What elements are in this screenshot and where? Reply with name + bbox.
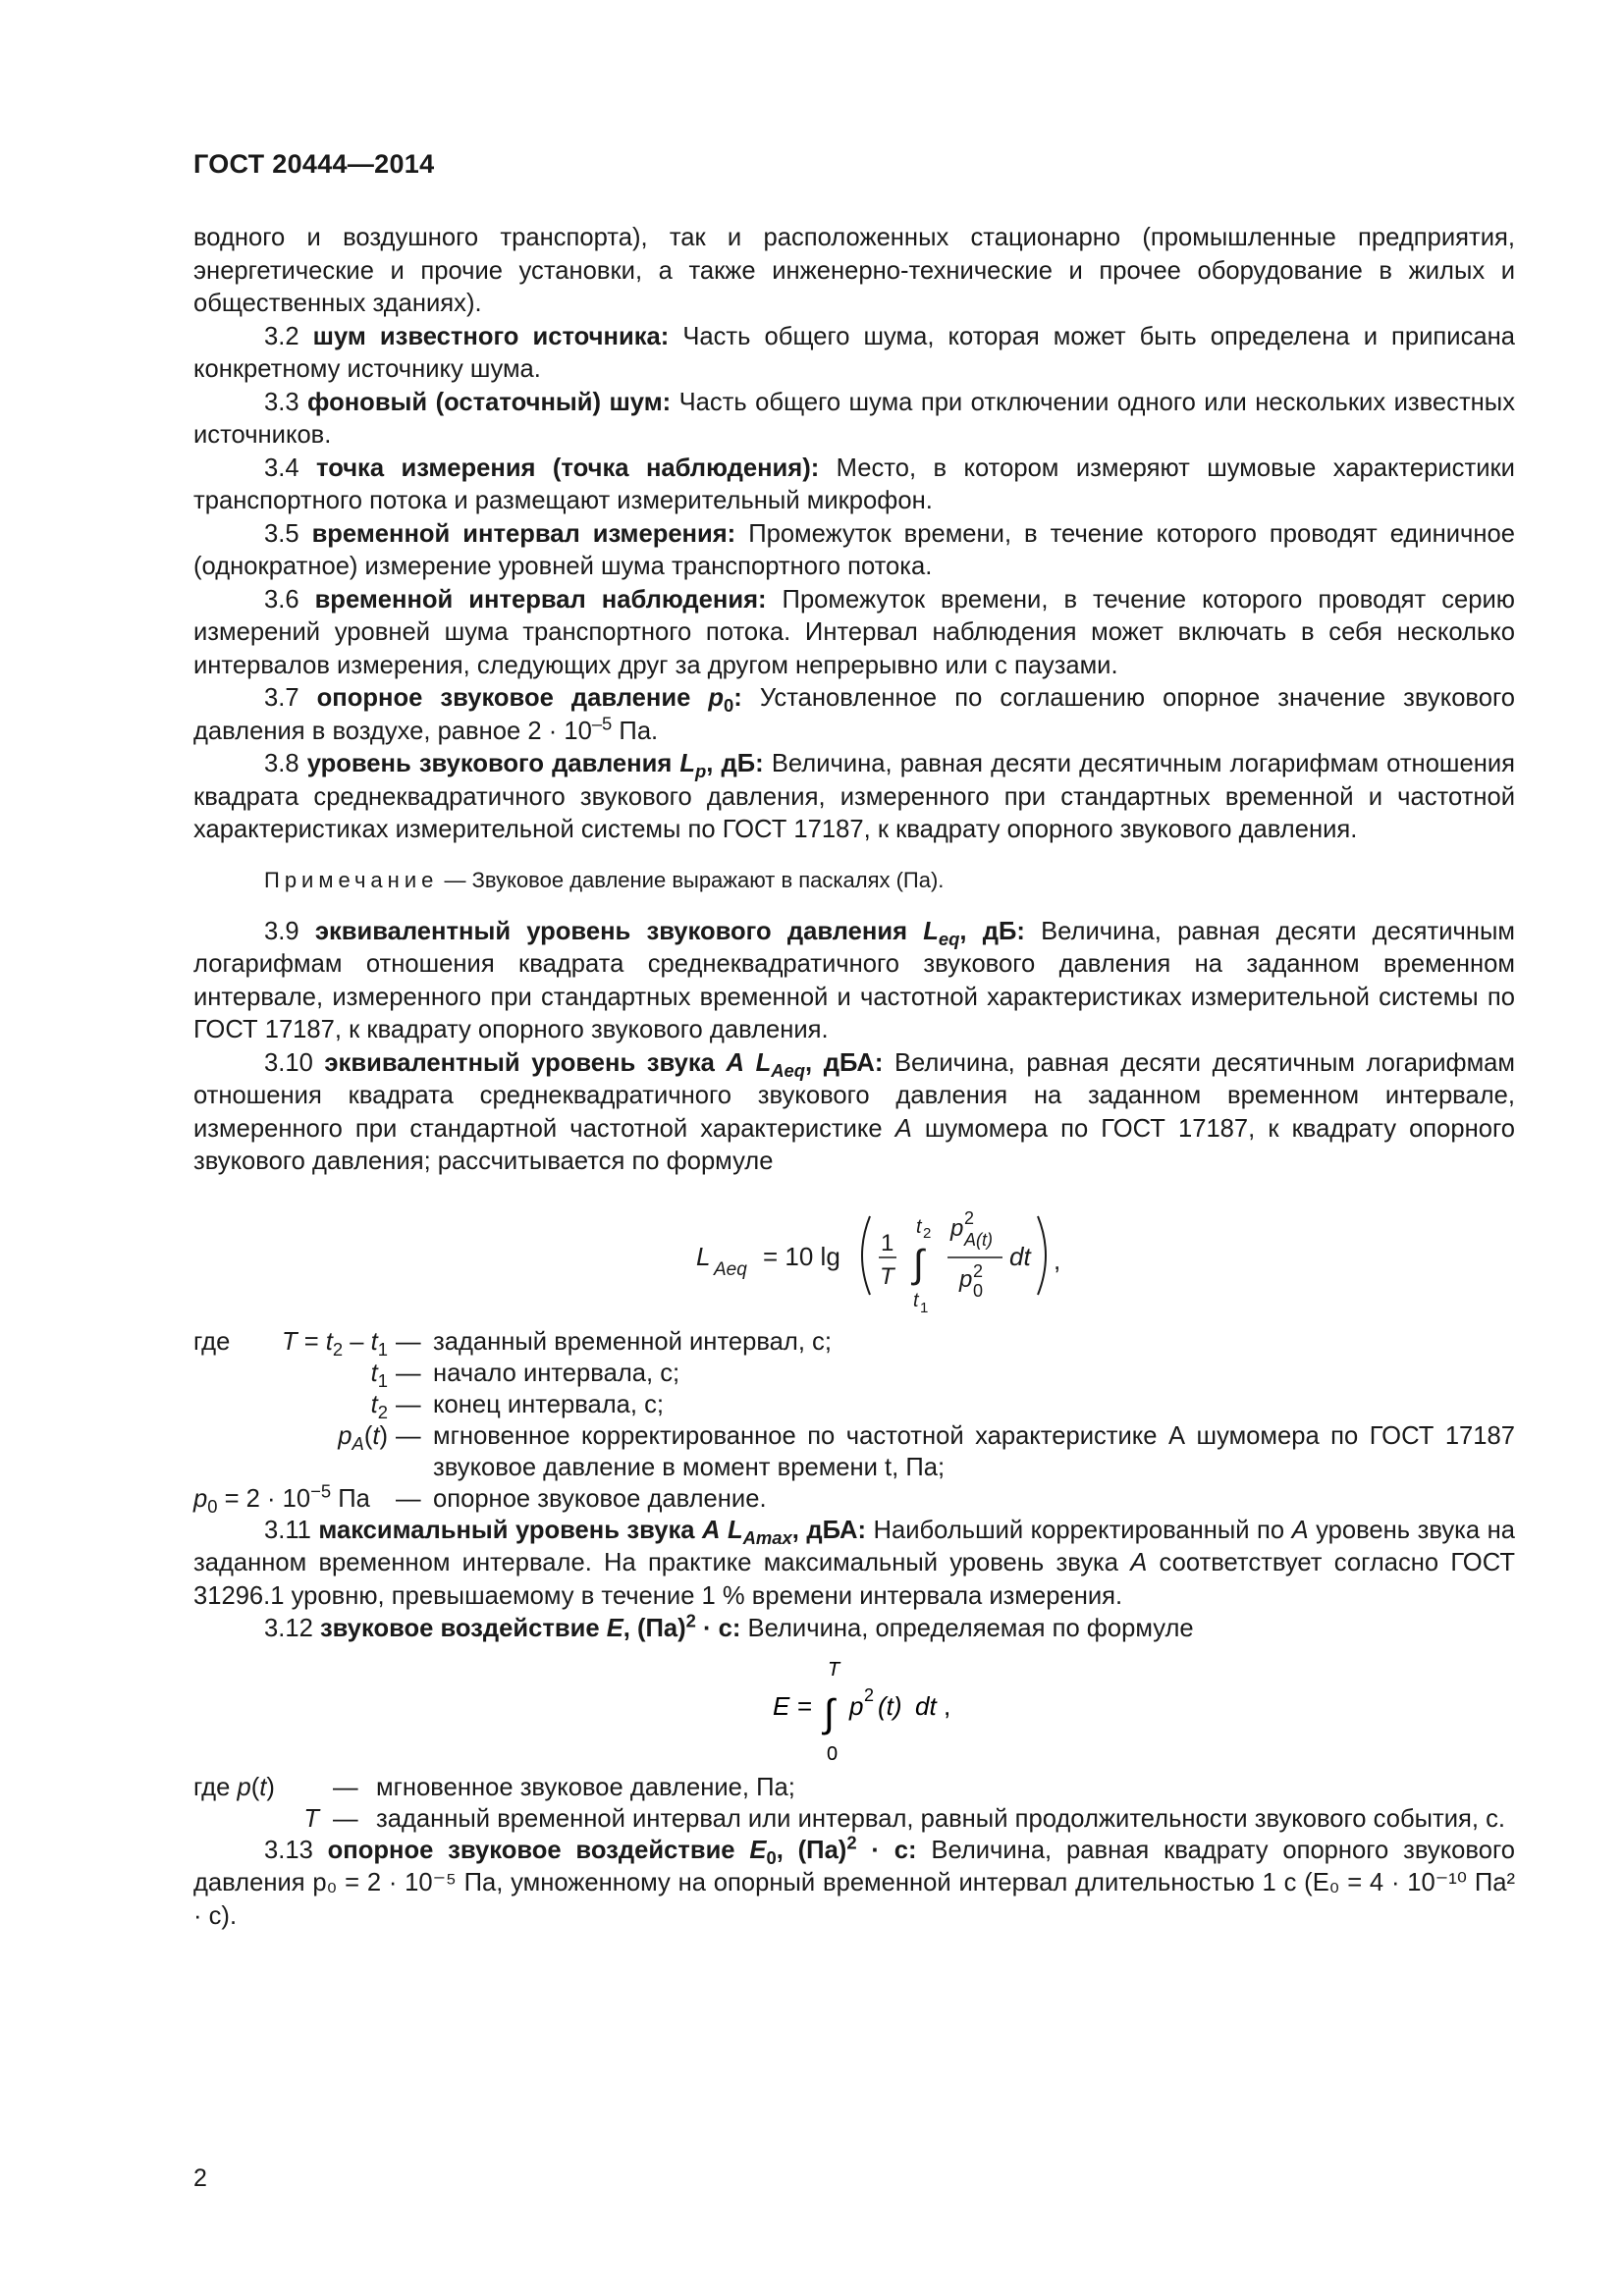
where-symbol: $t_1$ <box>370 1359 388 1391</box>
formula-lhs: L <box>696 1241 711 1271</box>
term-name: временной интервал наблюдения: <box>314 585 767 614</box>
term-symbol-subscript: eq <box>938 928 960 949</box>
formula-p: p <box>950 1214 964 1242</box>
integral-upper: t <box>916 1215 922 1238</box>
where-label: где <box>193 1773 231 1801</box>
term-a-letter: А <box>701 1516 721 1544</box>
term-definition-cont: шумомера по ГОСТ 17187, к квадрату опорного звукового давления; рассчитывается по формуле <box>193 1114 1516 1175</box>
term-number: 3.3 <box>264 388 308 416</box>
term-3-7 <box>193 682 1515 748</box>
formula-T: T <box>880 1262 894 1290</box>
term-number: 3.11 <box>264 1516 319 1544</box>
where-symbol: $t_2$ <box>370 1390 388 1422</box>
term-3-10 <box>193 1047 1515 1179</box>
term-symbol-subscript: Amax <box>742 1526 792 1548</box>
term-3-9 <box>193 916 1515 1047</box>
term-definition: Часть общего шума при отключении одного или нескольких известных источников. <box>193 388 1515 449</box>
term-3-5 <box>193 518 1515 584</box>
term-definition: Величина, равная квадрату опорного звукового давления p₀ = 2 · 10⁻⁵ Па, умноженному на опорный временной интервал длительностью 1 с (E₀ = 4 · 10⁻¹⁰ Па² · с). <box>193 1836 1515 1930</box>
term-definition: Величина, равная десяти десятичным логарифмам отношения квадрата среднеквадратичного звукового давления, измеренного при стандартных временной и частотной характеристиках измерительной системы по ГОСТ 17187, к квадрату опорного звукового давления. <box>193 750 1515 843</box>
note-label: Примечание <box>264 867 439 892</box>
formula-e-svg <box>193 1646 1515 1772</box>
term-name: максимальный уровень звука <box>318 1516 702 1544</box>
where-block-1 <box>193 1326 1515 1515</box>
term-symbol: L <box>727 1516 743 1544</box>
where-text: мгновенное звуковое давление, Па; <box>376 1773 795 1801</box>
term-3-13 <box>193 1831 1515 1934</box>
term-unit: , дБА: <box>791 1516 867 1544</box>
term-definition-cont: уровень звука на заданном временном интервале. На практике максимальный уровень звука <box>193 1516 1515 1576</box>
where-dash: — <box>396 1421 421 1450</box>
note-text: Звуковое давление выражают в паскалях (Па). <box>471 867 945 892</box>
integral-lower: t <box>913 1289 919 1311</box>
term-number: 3.12 <box>264 1615 320 1642</box>
term-3-4 <box>193 453 1515 518</box>
term-number: 3.4 <box>264 454 316 482</box>
term-unit: , (Па) <box>776 1836 847 1864</box>
term-unit: , дБ: <box>706 750 764 777</box>
where-dash: — <box>333 1773 358 1801</box>
term-exponent: 2 <box>846 1831 857 1852</box>
term-3-2 <box>193 321 1515 387</box>
term-3-6 <box>193 584 1515 683</box>
page-number: 2 <box>193 2164 207 2192</box>
right-paren <box>1038 1216 1046 1295</box>
where-text: опорное звуковое давление. <box>433 1484 767 1513</box>
term-a-letter: А <box>894 1114 912 1143</box>
formula-comma: , <box>944 1690 951 1721</box>
term-name: опорное звуковое давление <box>316 684 709 712</box>
term-a-letter: А <box>726 1048 744 1077</box>
term-name: звуковое воздействие <box>319 1615 607 1642</box>
formula-e <box>193 1646 1515 1772</box>
term-unit: , дБ: <box>959 917 1025 945</box>
term-name: фоновый (остаточный) шум: <box>307 388 672 416</box>
where-text: мгновенное корректированное по частотной характеристике А шумомера по ГОСТ 17187 звуковое давление в момент времени t, Па; <box>433 1421 1515 1481</box>
term-definition: Величина, равная десяти десятичным логарифмам отношения квадрата среднеквадратичного звукового давления на заданном временном интервале, измеренного при стандартных временной и частотной характеристиках измерительной системы по ГОСТ 17187, к квадрату опорного звукового давления. <box>193 917 1515 1043</box>
term-definition: Место, в котором измеряют шумовые характеристики транспортного потока и размещают измерительный микрофон. <box>193 454 1515 514</box>
term-3-12 <box>193 1610 1515 1646</box>
integral-upper-sub: 2 <box>923 1224 932 1242</box>
note-dash: — <box>438 867 472 892</box>
where-block-2 <box>193 1772 1515 1835</box>
term-unit: , (Па) <box>623 1615 686 1642</box>
integral-sign: ∫ <box>913 1242 924 1286</box>
term-a-letter: А <box>1130 1549 1148 1576</box>
term-definition-cont: соответствует согласно ГОСТ 31296.1 уровню, превышаемому в течение 1 % времени интервала измерения. <box>193 1549 1515 1610</box>
term-name: уровень звукового давления <box>306 750 680 777</box>
term-symbol-subscript: Aeq <box>771 1059 806 1081</box>
term-exponent: 2 <box>685 1610 696 1631</box>
term-exponent: –5 <box>591 712 613 733</box>
formula-arg: (t) <box>878 1690 902 1721</box>
formula-laeq-svg <box>193 1179 1515 1326</box>
integral-lower-sub: 1 <box>920 1299 929 1316</box>
term-symbol: L <box>755 1048 772 1077</box>
term-number: 3.10 <box>264 1048 325 1077</box>
formula-eq: = 10 lg <box>763 1241 840 1271</box>
term-number: 3.13 <box>264 1836 328 1864</box>
where-text: заданный временной интервал или интервал, равный продолжительности звукового события, с. <box>376 1804 1506 1833</box>
formula-p-sq: 2 <box>964 1207 975 1228</box>
term-name: точка измерения (точка наблюдения): <box>316 454 820 482</box>
term-a-letter: А <box>1291 1516 1309 1544</box>
formula-p0-sub: 0 <box>973 1280 984 1301</box>
formula-p0-sq: 2 <box>973 1260 984 1281</box>
where-symbol: $p_A(t)$ <box>338 1421 388 1454</box>
term-definition: Промежуток времени, в течение которого проводят серию измерений уровней шума транспортного потока. Интервал наблюдения может включать в себя несколько интервалов измерения, следующих друг за другом непрерывно или с паузами. <box>193 585 1515 679</box>
term-symbol: E <box>749 1836 767 1864</box>
where-text: начало интервала, с; <box>433 1359 680 1387</box>
formula-one: 1 <box>881 1229 894 1256</box>
term-definition: Промежуток времени, в течение которого проводят единичное (однократное) измерение уровней шума транспортного потока. <box>193 519 1515 580</box>
formula-p: p <box>849 1690 864 1721</box>
formula-dt: dt <box>915 1690 937 1721</box>
where-dash: — <box>396 1484 421 1513</box>
term-definition: Установленное по соглашению опорное значение звукового давления в воздухе, равное 2 · 10 <box>193 684 1515 745</box>
formula-comma: , <box>1054 1245 1061 1275</box>
term-number: 3.2 <box>264 322 313 350</box>
term-name: эквивалентный уровень звука <box>324 1048 727 1077</box>
formula-p-sq: 2 <box>864 1684 875 1705</box>
integral-upper: T <box>828 1658 840 1681</box>
term-definition: Наибольший корректированный по <box>866 1516 1292 1544</box>
term-symbol-subscript: 0 <box>766 1846 777 1868</box>
formula-lhs: E = <box>773 1690 812 1721</box>
term-number: 3.8 <box>264 750 307 777</box>
where-dash: — <box>396 1327 421 1356</box>
term-symbol: L <box>923 917 939 945</box>
where-dash: — <box>333 1804 358 1833</box>
term-symbol: E <box>606 1615 623 1642</box>
where-label-symbol: где p(t) <box>193 1773 275 1801</box>
term-definition: Величина, определяемая по формуле <box>740 1615 1194 1642</box>
document-body <box>193 222 1515 1933</box>
where-symbol: T <box>303 1804 319 1833</box>
term-colon: : <box>733 684 742 712</box>
term-number: 3.7 <box>264 684 317 712</box>
left-paren <box>862 1216 870 1295</box>
document-header: ГОСТ 20444—2014 <box>193 149 435 179</box>
where-label: где <box>193 1327 231 1356</box>
term-definition: Часть общего шума, которая может быть определена и приписана конкретному источнику шума. <box>193 322 1515 383</box>
formula-p-sub: A(t) <box>964 1229 993 1250</box>
where-dash: — <box>396 1359 421 1387</box>
note <box>264 867 1515 894</box>
term-3-8 <box>193 748 1515 847</box>
term-symbol: p <box>708 684 725 712</box>
term-definition: Величина, равная десяти десятичным логарифмам отношения квадрата среднеквадратичного звукового давления на заданном временном интервале, измеренного при стандартной частотной характеристике <box>193 1048 1516 1143</box>
term-symbol-subscript: 0 <box>724 695 734 717</box>
term-number: 3.5 <box>264 519 312 548</box>
term-symbol-subscript: p <box>695 761 707 782</box>
formula-p0: p <box>959 1265 973 1293</box>
where-symbol-p0: $p_0 = 2 \cdot 10^{-5}$ Па <box>193 1479 370 1517</box>
term-name: шум известного источника: <box>312 322 670 350</box>
term-unit: · с: <box>856 1836 917 1864</box>
paragraph-continuation: водного и воздушного транспорта), так и расположенных стационарно (промышленные предприятия, энергетические и прочие установки, а также инженерно-технические и прочее оборудование в жилых и общественных зданиях). <box>193 224 1515 317</box>
term-unit: , дБА: <box>805 1048 884 1077</box>
where-dash: — <box>396 1390 421 1418</box>
formula-laeq <box>193 1179 1515 1326</box>
term-3-11 <box>193 1515 1515 1614</box>
formula-dt: dt <box>1009 1241 1031 1271</box>
where-text: конец интервала, с; <box>433 1390 665 1418</box>
formula-lhs-sub: Aeq <box>714 1258 747 1280</box>
where-text: заданный временной интервал, с; <box>433 1327 832 1356</box>
term-number: 3.6 <box>264 585 315 614</box>
term-unit: · с: <box>695 1615 741 1642</box>
where-symbol: $T = t_2 - t_1$ <box>281 1327 388 1360</box>
term-unit: Па. <box>612 717 659 745</box>
integral-sign: ∫ <box>824 1691 835 1735</box>
term-name: временной интервал измерения: <box>311 519 736 548</box>
term-number: 3.9 <box>264 917 315 945</box>
term-name: эквивалентный уровень звукового давления <box>314 917 924 945</box>
term-symbol: L <box>679 750 696 777</box>
term-name: опорное звуковое воздействие <box>327 1836 750 1864</box>
integral-lower: 0 <box>827 1742 839 1765</box>
term-3-3 <box>193 387 1515 453</box>
